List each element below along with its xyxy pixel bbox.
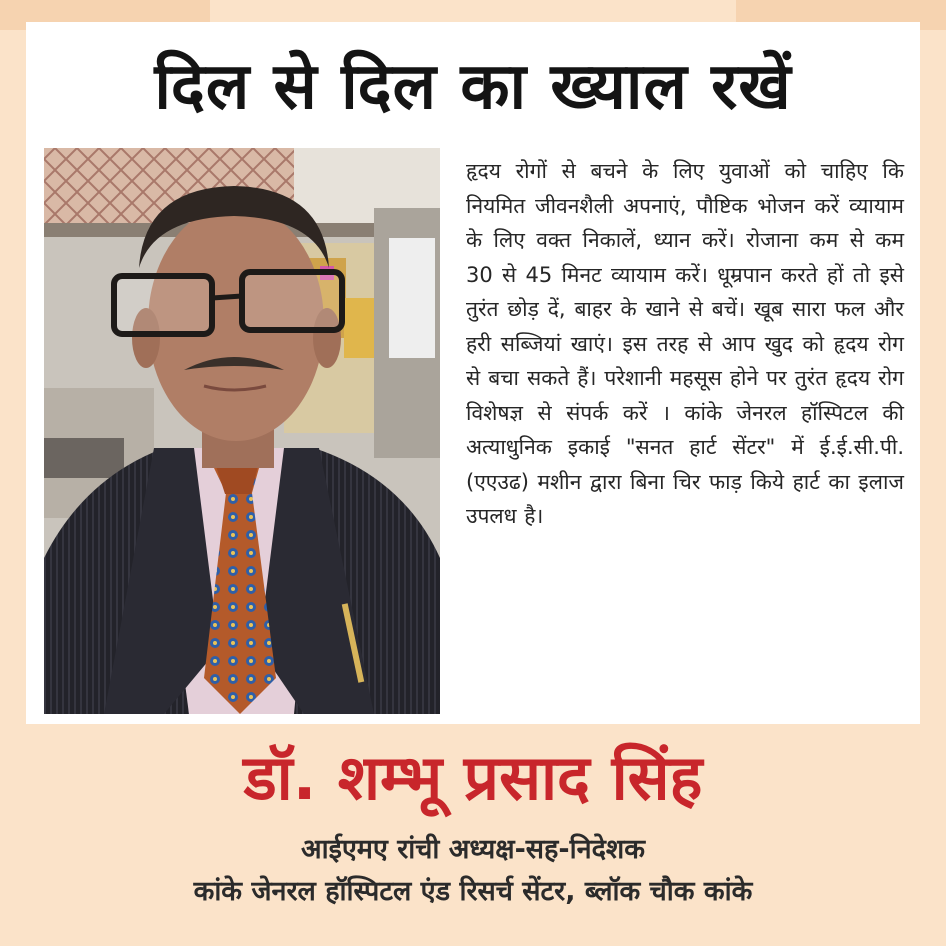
article-panel	[26, 22, 920, 724]
doctor-photo	[44, 148, 440, 714]
doctor-designation: आईएमए रांची अध्यक्ष-सह-निदेशक	[300, 834, 646, 865]
doctor-affiliation: कांके जेनरल हॉस्पिटल एंड रिसर्च सेंटर, ब्लॉक चौक कांके	[193, 876, 753, 907]
doctor-name: डॉ. शम्भू प्रसाद सिंह	[243, 741, 703, 814]
portrait-photo-icon	[44, 148, 440, 714]
headline: दिल से दिल का ख्याल रखें	[154, 50, 792, 124]
article-body: हृदय रोगों से बचने के लिए युवाओं को चाहिए कि नियमित जीवनशैली अपनाएं, पौष्टिक भोजन करें व्यायाम के लिए वक्त निकालें, ध्यान करें। रोजाना कम से कम 30 से 45 मिनट व्यायाम करें। धूम्रपान करते हों तो इसे तुरंत छोड़ दें, बाहर के खाने से बचें। खूब सारा फल और हरी सब्जियां खाएं। इस तरह से आप खुद को हृदय रोग से बचा सकते हैं। परेशानी महसूस होने पर तुरंत हृदय रोग विशेषज्ञ से संपर्क करें । कांके जेनरल हॉस्पिटल की अत्याधुनिक इकाई "सनत हार्ट सेंटर" में ई.ई.सी.पी. (एएउढ) मशीन द्वारा बिना चिर फाड़ किये हार्ट का इलाज उपलध है।	[466, 159, 904, 528]
